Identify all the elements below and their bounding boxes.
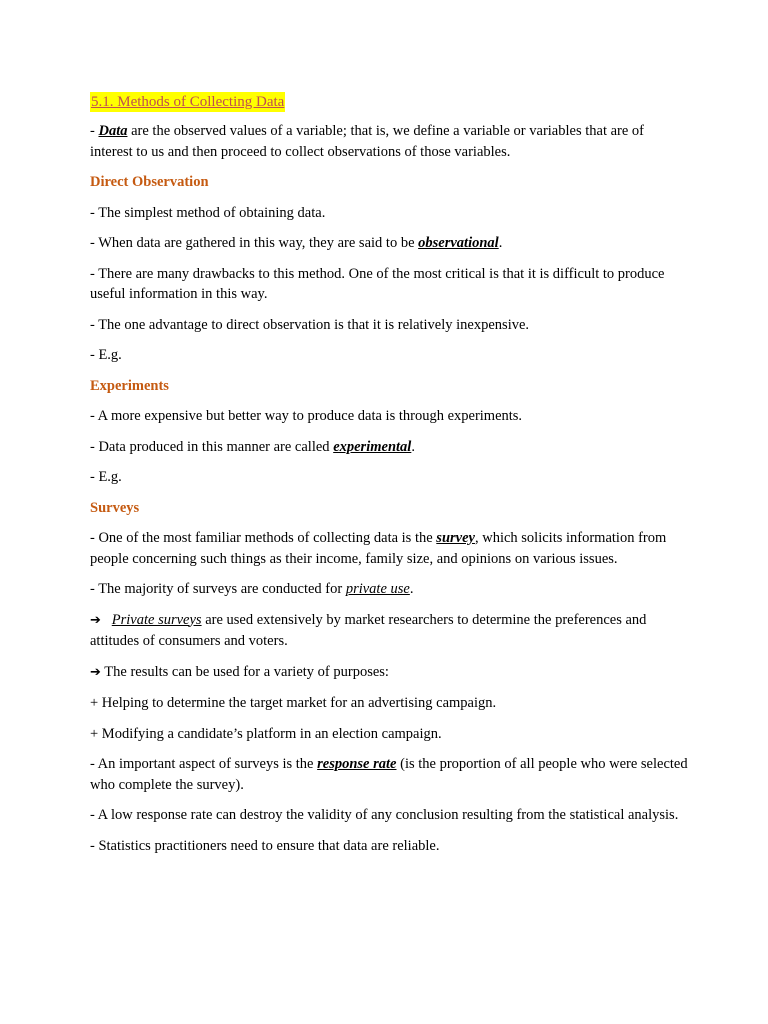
term-observational: observational bbox=[418, 235, 499, 251]
p3-suffix: are used extensively by market researchers to determine the preferences and attitudes of consumers and voters. bbox=[90, 611, 647, 649]
direct-observation-p3: - There are many drawbacks to this method. One of the most critical is that it is difficult to produce useful information in this way. bbox=[90, 265, 665, 302]
surveys-p2 bbox=[90, 579, 690, 600]
term-survey: survey bbox=[436, 530, 475, 546]
surveys-p1 bbox=[90, 528, 690, 569]
p2-prefix: - When data are gathered in this way, they are said to be bbox=[90, 235, 419, 251]
surveys-p8: - A low response rate can destroy the validity of any conclusion resulting from the statistical analysis. bbox=[90, 807, 679, 823]
p1-suffix: , which solicits information from people concerning such things as their income, family size, and opinions on various issues. bbox=[90, 530, 667, 567]
intro-prefix: - bbox=[90, 123, 99, 139]
term-private-use: private use bbox=[345, 581, 410, 597]
p2-prefix: - The majority of surveys are conducted for bbox=[90, 581, 346, 597]
p2-prefix: - Data produced in this manner are called bbox=[90, 438, 334, 455]
experiments-p1: - A more expensive but better way to produce data is through experiments. bbox=[90, 408, 523, 424]
surveys-p5: + Helping to determine the target market for an advertising campaign. bbox=[90, 695, 497, 711]
intro-paragraph bbox=[90, 121, 690, 162]
arrow-icon: ➔ bbox=[90, 664, 101, 680]
p2-suffix: . bbox=[411, 438, 415, 455]
heading-surveys: Surveys bbox=[90, 499, 140, 516]
p2-suffix: . bbox=[409, 581, 414, 597]
direct-observation-p1: - The simplest method of obtaining data. bbox=[90, 204, 326, 221]
section-title: 5.1. Methods of Collecting Data bbox=[91, 94, 285, 110]
term-response-rate: response rate bbox=[317, 756, 397, 772]
intro-text: are the observed values of a variable; that is, we define a variable or variables that are of interest to us and then proceed to collect observations of those variables. bbox=[90, 123, 644, 160]
surveys-p9: - Statistics practitioners need to ensure that data are reliable. bbox=[90, 837, 440, 854]
direct-observation-p5: - E.g. bbox=[90, 347, 122, 363]
direct-observation-p4: - The one advantage to direct observation is that it is relatively inexpensive. bbox=[90, 316, 530, 333]
surveys-p6: + Modifying a candidate’s platform in an election campaign. bbox=[90, 725, 442, 742]
experiments-p3: - E.g. bbox=[90, 469, 122, 485]
surveys-p3 bbox=[90, 610, 690, 652]
surveys-p4 bbox=[90, 662, 690, 684]
section-title-row bbox=[90, 92, 690, 121]
term-experimental: experimental bbox=[333, 438, 412, 455]
p7-suffix: (is the proportion of all people who were selected who complete the survey). bbox=[90, 756, 688, 793]
surveys-p7 bbox=[90, 754, 690, 795]
term-data: Data bbox=[98, 123, 128, 139]
term-private-surveys: Private surveys bbox=[111, 611, 202, 628]
p1-prefix: - One of the most familiar methods of collecting data is the bbox=[90, 530, 437, 546]
p4-text: The results can be used for a variety of purposes: bbox=[104, 663, 389, 680]
p2-suffix: . bbox=[498, 235, 503, 251]
heading-direct-observation: Direct Observation bbox=[90, 174, 209, 190]
document-page bbox=[90, 92, 690, 866]
arrow-icon: ➔ bbox=[90, 612, 101, 628]
direct-observation-p2 bbox=[90, 233, 690, 254]
experiments-p2 bbox=[90, 437, 690, 458]
p7-prefix: - An important aspect of surveys is the bbox=[90, 756, 318, 772]
heading-experiments: Experiments bbox=[90, 377, 169, 394]
